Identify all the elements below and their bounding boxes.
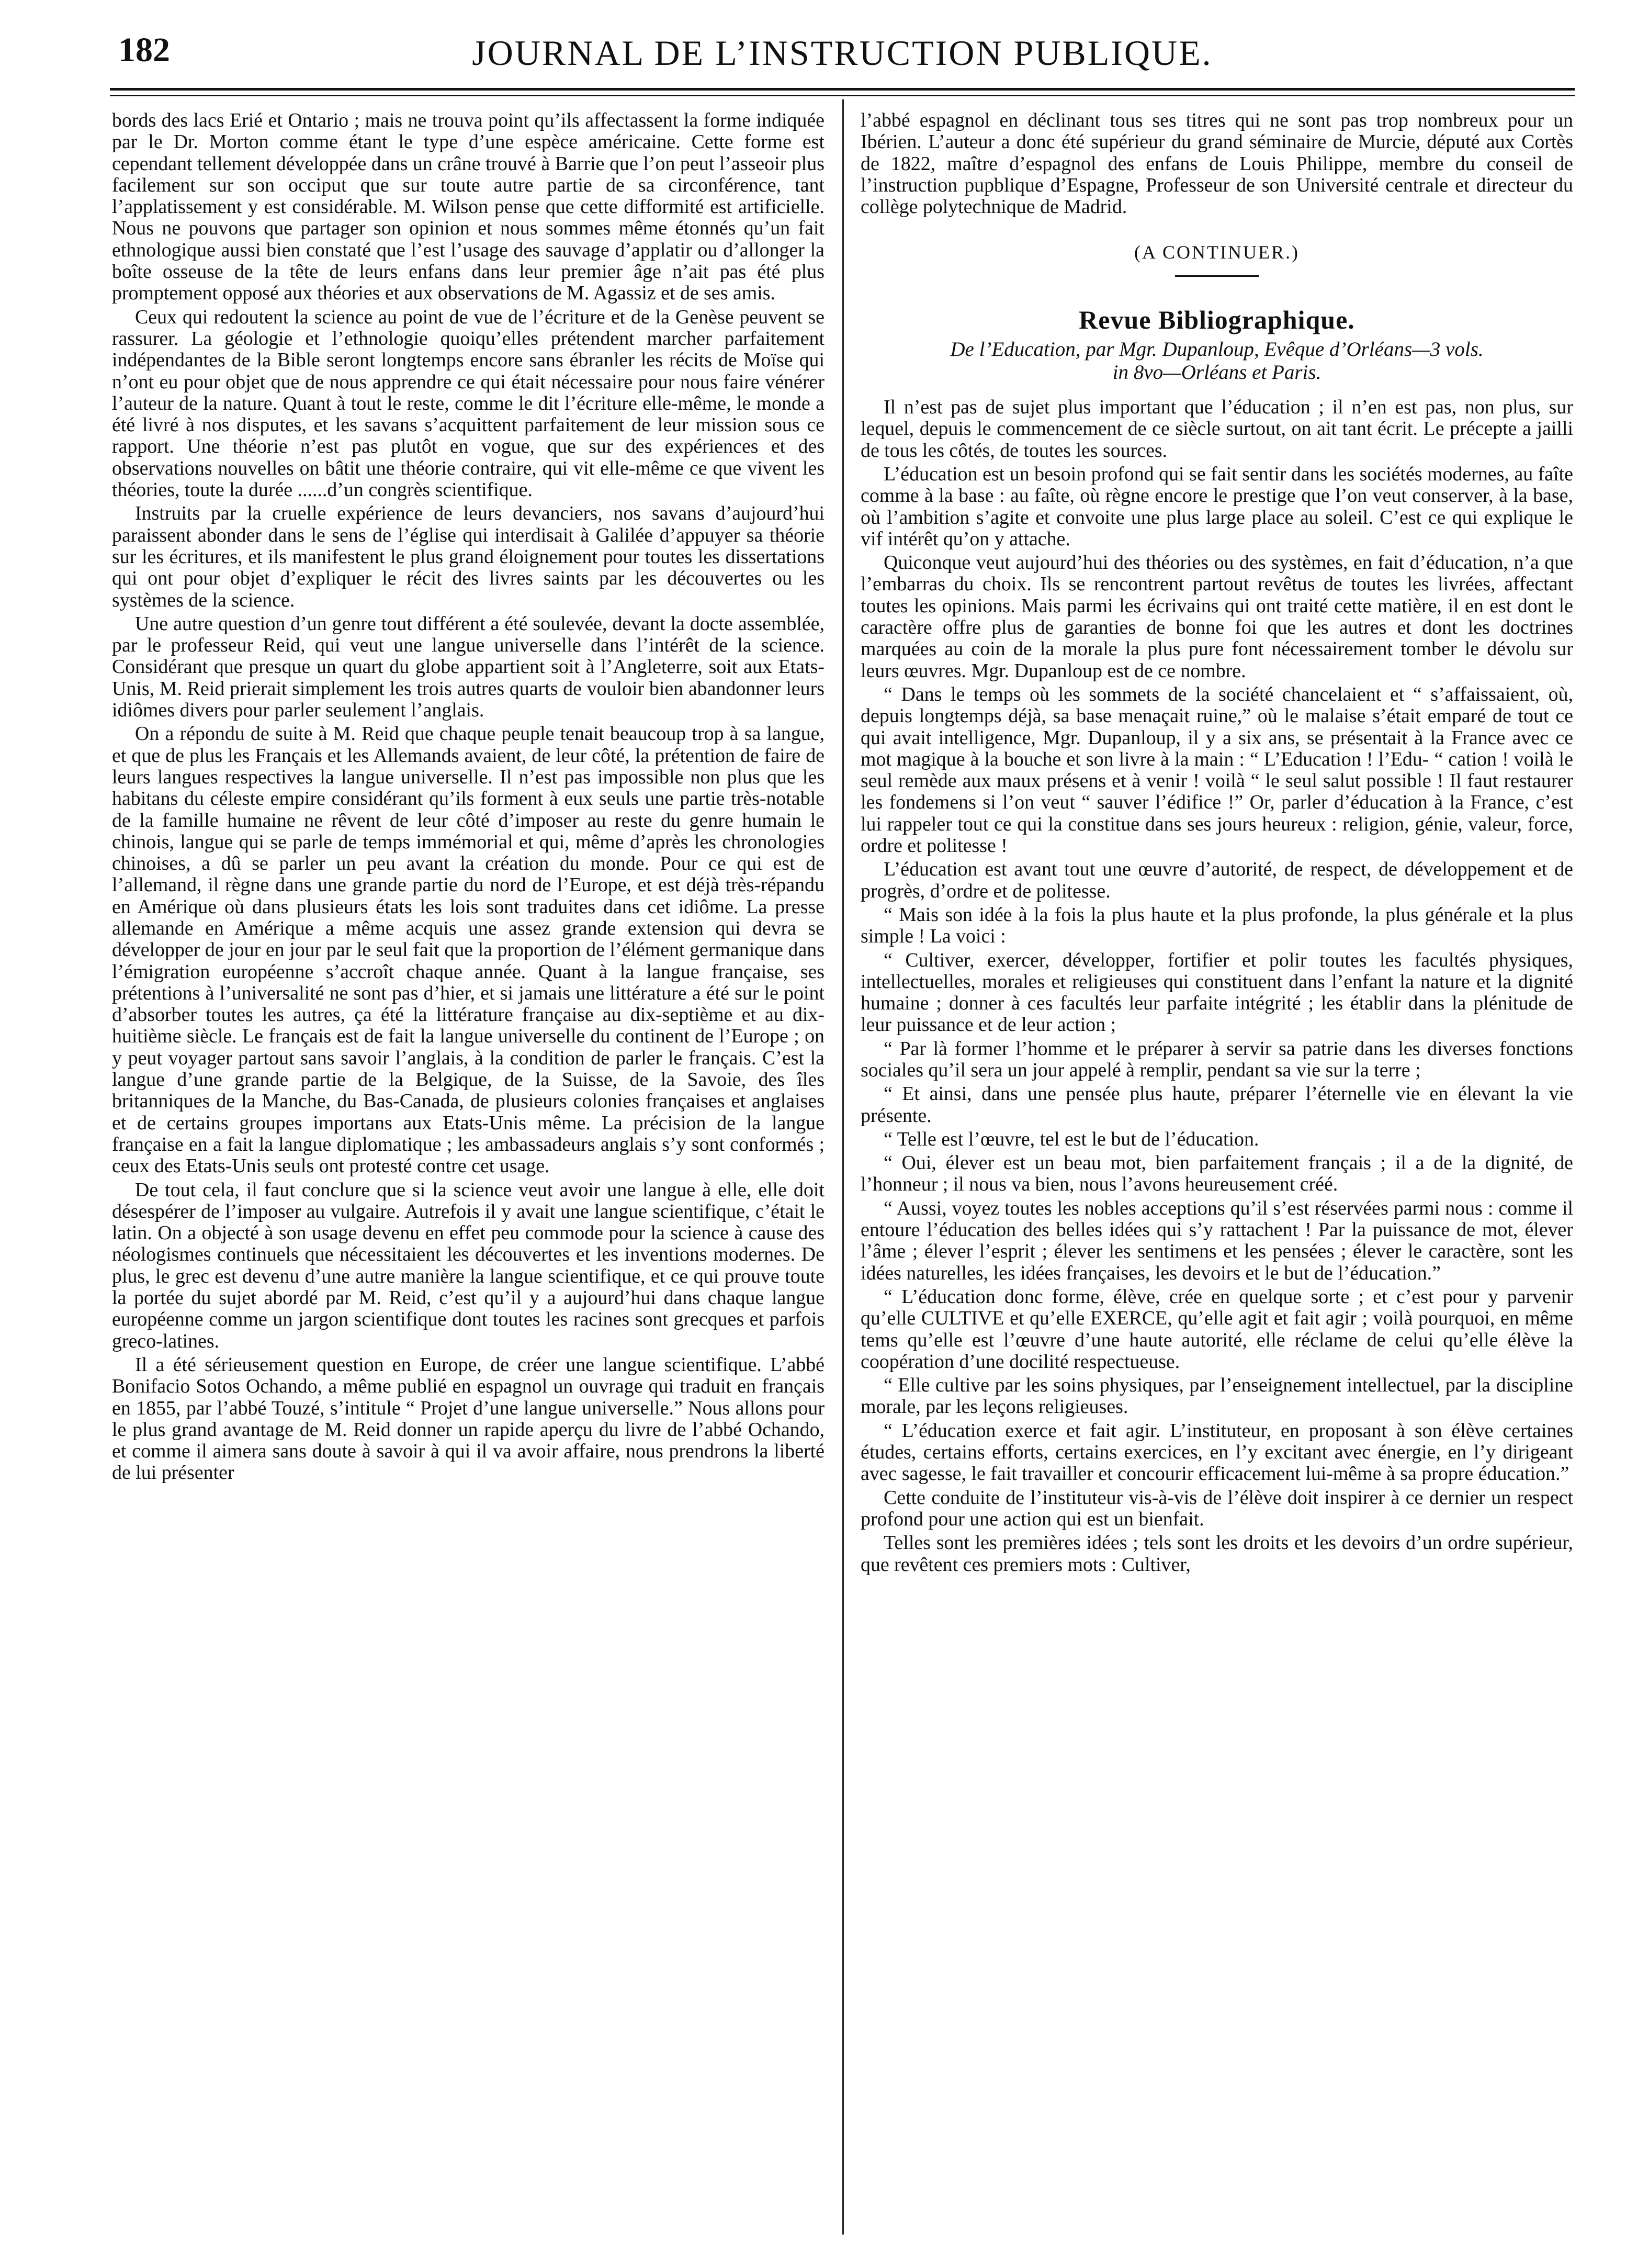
- book-reference-line: De l’Education, par Mgr. Dupanloup, Evêque d’Orléans—3 vols.: [950, 338, 1484, 361]
- paragraph: bords des lacs Erié et Ontario ; mais ne trouva point qu’ils affectassent la forme indiquée par le Dr. Morton comme étant le type d’une espèce américaine. Cette forme est cependant tellement développée dans un crâne trouvé à Barrie que l’on peut l’asseoir plus facilement sur son occiput que sur toute autre partie de sa circonférence, tant l’applatissement y est considérable. M. Wilson pense que cette difformité est artificielle. Nous ne pouvons que partager son opinion et nous sommes même étonnés qu’un fait ethnologique aussi bien constaté que l’est l’usage des sauvage d’applatir ou d’allonger la boîte osseuse de la tête de leurs enfans dans leur premier âge n’ait pas été plus promptement opposé aux théories et aux observations de M. Agassiz et de ses amis.: [112, 110, 824, 305]
- paragraph: “ Aussi, voyez toutes les nobles acceptions qu’il s’est réservées parmi nous : comme il entoure l’éducation des belles idées qui s’y rattachent ! Par la puissance de mot, élever l’âme ; élever l’esprit ; élever les sentimens et les pensées ; élever le caractère, sont les idées naturelles, les idées françaises, les devoirs et le but de l’éducation.”: [861, 1197, 1573, 1284]
- paragraph: l’abbé espagnol en déclinant tous ses titres qui ne sont pas trop nombreux pour un Ibérien. L’auteur a donc été supérieur du grand séminaire de Murcie, député aux Cortès de 1822, maître d’espagnol des enfans de Louis Philippe, membre du conseil de l’instruction pupblique d’Espagne, Professeur de son Université centrale et directeur du collège polytechnique de Madrid.: [861, 110, 1573, 218]
- paragraph: Une autre question d’un genre tout différent a été soulevée, devant la docte assemblée, par le professeur Reid, qui veut une langue universelle dans l’intérêt de la science. Considérant que presque un quart du globe appartient soit à l’Angleterre, soit aux Etats-Unis, M. Reid prierait simplement les trois autres quarts de vouloir bien abandonner leurs idiômes divers pour parler seulement l’anglais.: [112, 612, 824, 722]
- paragraph: “ Par là former l’homme et le préparer à servir sa patrie dans les diverses fonctions sociales qu’il sera un jour appelé à remplir, pendant sa vie sur la terre ;: [861, 1037, 1573, 1081]
- paragraph: “ Oui, élever est un beau mot, bien parfaitement français ; il a de la dignité, de l’honneur ; il nous va bien, nous l’avons heureusement créé.: [861, 1152, 1573, 1196]
- paragraph: Il n’est pas de sujet plus important que l’éducation ; il n’en est pas, non plus, sur lequel, depuis le commencement de ce siècle surtout, on ait tant écrit. Le précepte a jailli de tous les côtés, de toutes les sources.: [861, 396, 1573, 462]
- column-divider: [842, 99, 844, 2235]
- paragraph: On a répondu de suite à M. Reid que chaque peuple tenait beaucoup trop à sa langue, et que de plus les Français et les Allemands avaient, de leur côté, la prétention de faire de leurs langues respectives la langue universelle. Il n’est pas impossible non plus que les habitans du céleste empire considérant qu’ils forment à eux seuls une partie très-notable de la famille humaine ne rêvent de leur côté d’imposer au reste du genre humain le chinois, langue qui se parle de temps immémorial et qui, même d’après les chronologies chinoises, a dû se parler un peu avant la création du monde. Pour ce qui est de l’allemand, il règne dans une grande partie du nord de l’Europe, et est déjà très-répandu en Amérique où dans plusieurs états les lois sont traduites dans cet idiôme. La presse allemande en Amérique a même acquis une assez grande extension qui devra se développer de jour en jour par le seul fait que la proportion de l’élément germanique dans l’émigration européenne s’accroît chaque année. Quant à la langue française, ses prétentions à l’universalité ne sont pas d’hier, et si jamais une littérature a été sur le point d’absorber toutes les autres, ça été la littérature française au dix-septième et au dix-huitième siècle. Le français est de fait la langue universelle du continent de l’Europe ; on y peut voyager partout sans savoir l’anglais, à la condition de parler le français. C’est la langue d’une grande partie de la Belgique, de la Suisse, de la Savoie, des îles britanniques de la Manche, du Bas-Canada, de plusieurs colonies françaises et anglaises et de certains groupes importans aux Etats-Unis même. La précision de la langue française en a fait la langue diplomatique ; les ambassadeurs anglais s’y sont conformés ; ceux des Etats-Unis seuls ont protesté contre cet usage.: [112, 723, 824, 1177]
- paragraph: Telles sont les premières idées ; tels sont les droits et les devoirs d’un ordre supérieur, que revêtent ces premiers mots : Cultiver,: [861, 1532, 1573, 1576]
- paragraph: L’éducation est un besoin profond qui se fait sentir dans les sociétés modernes, au faîte comme à la base : au faîte, où règne encore le prestige que l’on veut conserver, à la base, où l’ambition s’agite et convoite une plus large place au soleil. C’est ce qui explique le vif intérêt qu’on y attache.: [861, 463, 1573, 550]
- paragraph: “ L’éducation exerce et fait agir. L’instituteur, en proposant à son élève certaines études, certains efforts, certains exercices, en l’y excitant avec énergie, en l’y dirigeant avec sagesse, le fait travailler et concourir efficacement lui-même à sa propre éducation.”: [861, 1419, 1573, 1485]
- page-number: 182: [118, 31, 170, 69]
- header-rule-thick: [110, 88, 1575, 91]
- running-title: JOURNAL DE L’INSTRUCTION PUBLIQUE.: [472, 33, 1213, 73]
- paragraph: L’éducation est avant tout une œuvre d’autorité, de respect, de développement et de progrès, d’ordre et de politesse.: [861, 858, 1573, 902]
- paragraph: “ Elle cultive par les soins physiques, par l’enseignement intellectuel, par la discipline morale, par les leçons religieuses.: [861, 1374, 1573, 1418]
- paragraph: “ Dans le temps où les sommets de la société chancelaient et “ s’affaissaient, où, depuis longtemps déjà, sa base menaçait ruine,” où le malaise s’était emparé de tout ce qui avait intelligence, Mgr. Dupanloup, il y a six ans, se présentait à la France avec ce mot magique à la bouche et son livre à la main : “ L’Education ! l’Edu- “ cation ! voilà le seul remède aux maux présens et à venir ! voilà “ le seul salut possible ! Il faut restaurer les fondemens si l’on veut “ sauver l’édifice !” Or, parler d’éducation à la France, c’est lui rappeler tout ce qui la constitue dans ses jours heureux : religion, génie, valeur, force, ordre et politesse !: [861, 683, 1573, 857]
- paragraph: De tout cela, il faut conclure que si la science veut avoir une langue à elle, elle doit désespérer de l’imposer au vulgaire. Autrefois il y avait une langue scientifique, c’était le latin. On a objecté à son usage devenu en effet peu commode pour la science à cause des néologismes continuels que nécessitaient les découvertes et les inventions modernes. De plus, le grec est devenu d’une autre manière la langue scientifique, et ce qui prouve toute la portée du sujet abordé par M. Reid, c’est qu’il y a aujourd’hui dans chaque langue européenne comme un jargon scientifique dont toutes les racines sont grecques et parfois greco-latines.: [112, 1178, 824, 1352]
- continuation-note: (A CONTINUER.): [1134, 242, 1300, 263]
- page-header: [110, 25, 1575, 83]
- book-reference-line: in 8vo—Orléans et Paris.: [1112, 361, 1322, 384]
- left-column: [112, 110, 824, 2224]
- paragraph: “ Mais son idée à la fois la plus haute et la plus profonde, la plus générale et la plus simple ! La voici :: [861, 903, 1573, 948]
- paragraph: Ceux qui redoutent la science au point de vue de l’écriture et de la Genèse peuvent se rassurer. La géologie et l’ethnologie quoiqu’elles prétendent marcher parfaitement indépendantes de la Bible seront longtemps encore sans ébranler les récits de Moïse qui n’ont eu pour objet que de nous apprendre ce qui était nécessaire pour nous faire vénérer l’auteur de la nature. Quant à tout le reste, comme le dit l’écriture elle-même, le monde a été livré à nos disputes, et les savans s’acquittent parfaitement de leur mission sous ce rapport. Une théorie n’est pas plutôt en vogue, que sur des expériences et des observations nouvelles on bâtit une théorie contraire, qui vit elle-même ce que vivent les théories, toute la durée ......d’un congrès scientifique.: [112, 306, 824, 501]
- paragraph: Instruits par la cruelle expérience de leurs devanciers, nos savans d’aujourd’hui paraissent abonder dans le sens de l’église qui interdisait à Galilée d’appuyer sa théorie sur les écritures, et ils manifestent le plus grand éloignement pour toutes les dissertations qui ont pour objet d’expliquer le récit des livres saints par les découvertes ou les systèmes de la science.: [112, 502, 824, 611]
- paragraph: Il a été sérieusement question en Europe, de créer une langue scientifique. L’abbé Bonifacio Sotos Ochando, a même publié en espagnol un ouvrage qui traduit en français en 1855, par l’abbé Touzé, s’intitule “ Projet d’une langue universelle.” Nous allons pour le plus grand avantage de M. Reid donner un rapide aperçu du livre de l’abbé Ochando, et comme il aimera sans doute à savoir à qui il va avoir affaire, nous prendrons la liberté de lui présenter: [112, 1353, 824, 1484]
- paragraph: Quiconque veut aujourd’hui des théories ou des systèmes, en fait d’éducation, n’a que l’embarras du choix. Ils se rencontrent partout revêtus de toutes les livrées, affectant toutes les opinions. Mais parmi les écrivains qui ont traité cette matière, il en est dont le caractère offre plus de garanties de bonne foi que les autres et dont les doctrines marquées au coin de la morale la plus pure font nécessairement tomber le dévolu sur leurs œuvres. Mgr. Dupanloup est de ce nombre.: [861, 552, 1573, 682]
- paragraph: “ L’éducation donc forme, élève, crée en quelque sorte ; et c’est pour y parvenir qu’elle CULTIVE et qu’elle EXERCE, qu’elle agit et fait agir ; voilà pourquoi, en même tems qu’elle est l’œuvre d’une haute autorité, elle réclame de celui qu’elle élève la coopération d’une docilité respectueuse.: [861, 1285, 1573, 1373]
- paragraph: “ Telle est l’œuvre, tel est le but de l’éducation.: [884, 1128, 1259, 1150]
- book-reference: [861, 338, 1573, 384]
- right-column: [861, 110, 1573, 2224]
- header-rule-thin: [110, 95, 1575, 96]
- section-rule: [1175, 275, 1259, 277]
- paragraph: “ Cultiver, exercer, développer, fortifier et polir toutes les facultés physiques, intellectuelles, morales et religieuses qui constituent dans l’enfant la nature et la dignité humaine ; donner à ces facultés leur parfaite intégrité ; les établir dans la plénitude de leur puissance et de leur action ;: [861, 949, 1573, 1036]
- paragraph: “ Et ainsi, dans une pensée plus haute, préparer l’éternelle vie en élevant la vie présente.: [861, 1083, 1573, 1127]
- paragraph: Cette conduite de l’instituteur vis-à-vis de l’élève doit inspirer à ce dernier un respect profond pour une action qui est un bienfait.: [861, 1486, 1573, 1530]
- section-title: Revue Bibliographique.: [1079, 305, 1355, 334]
